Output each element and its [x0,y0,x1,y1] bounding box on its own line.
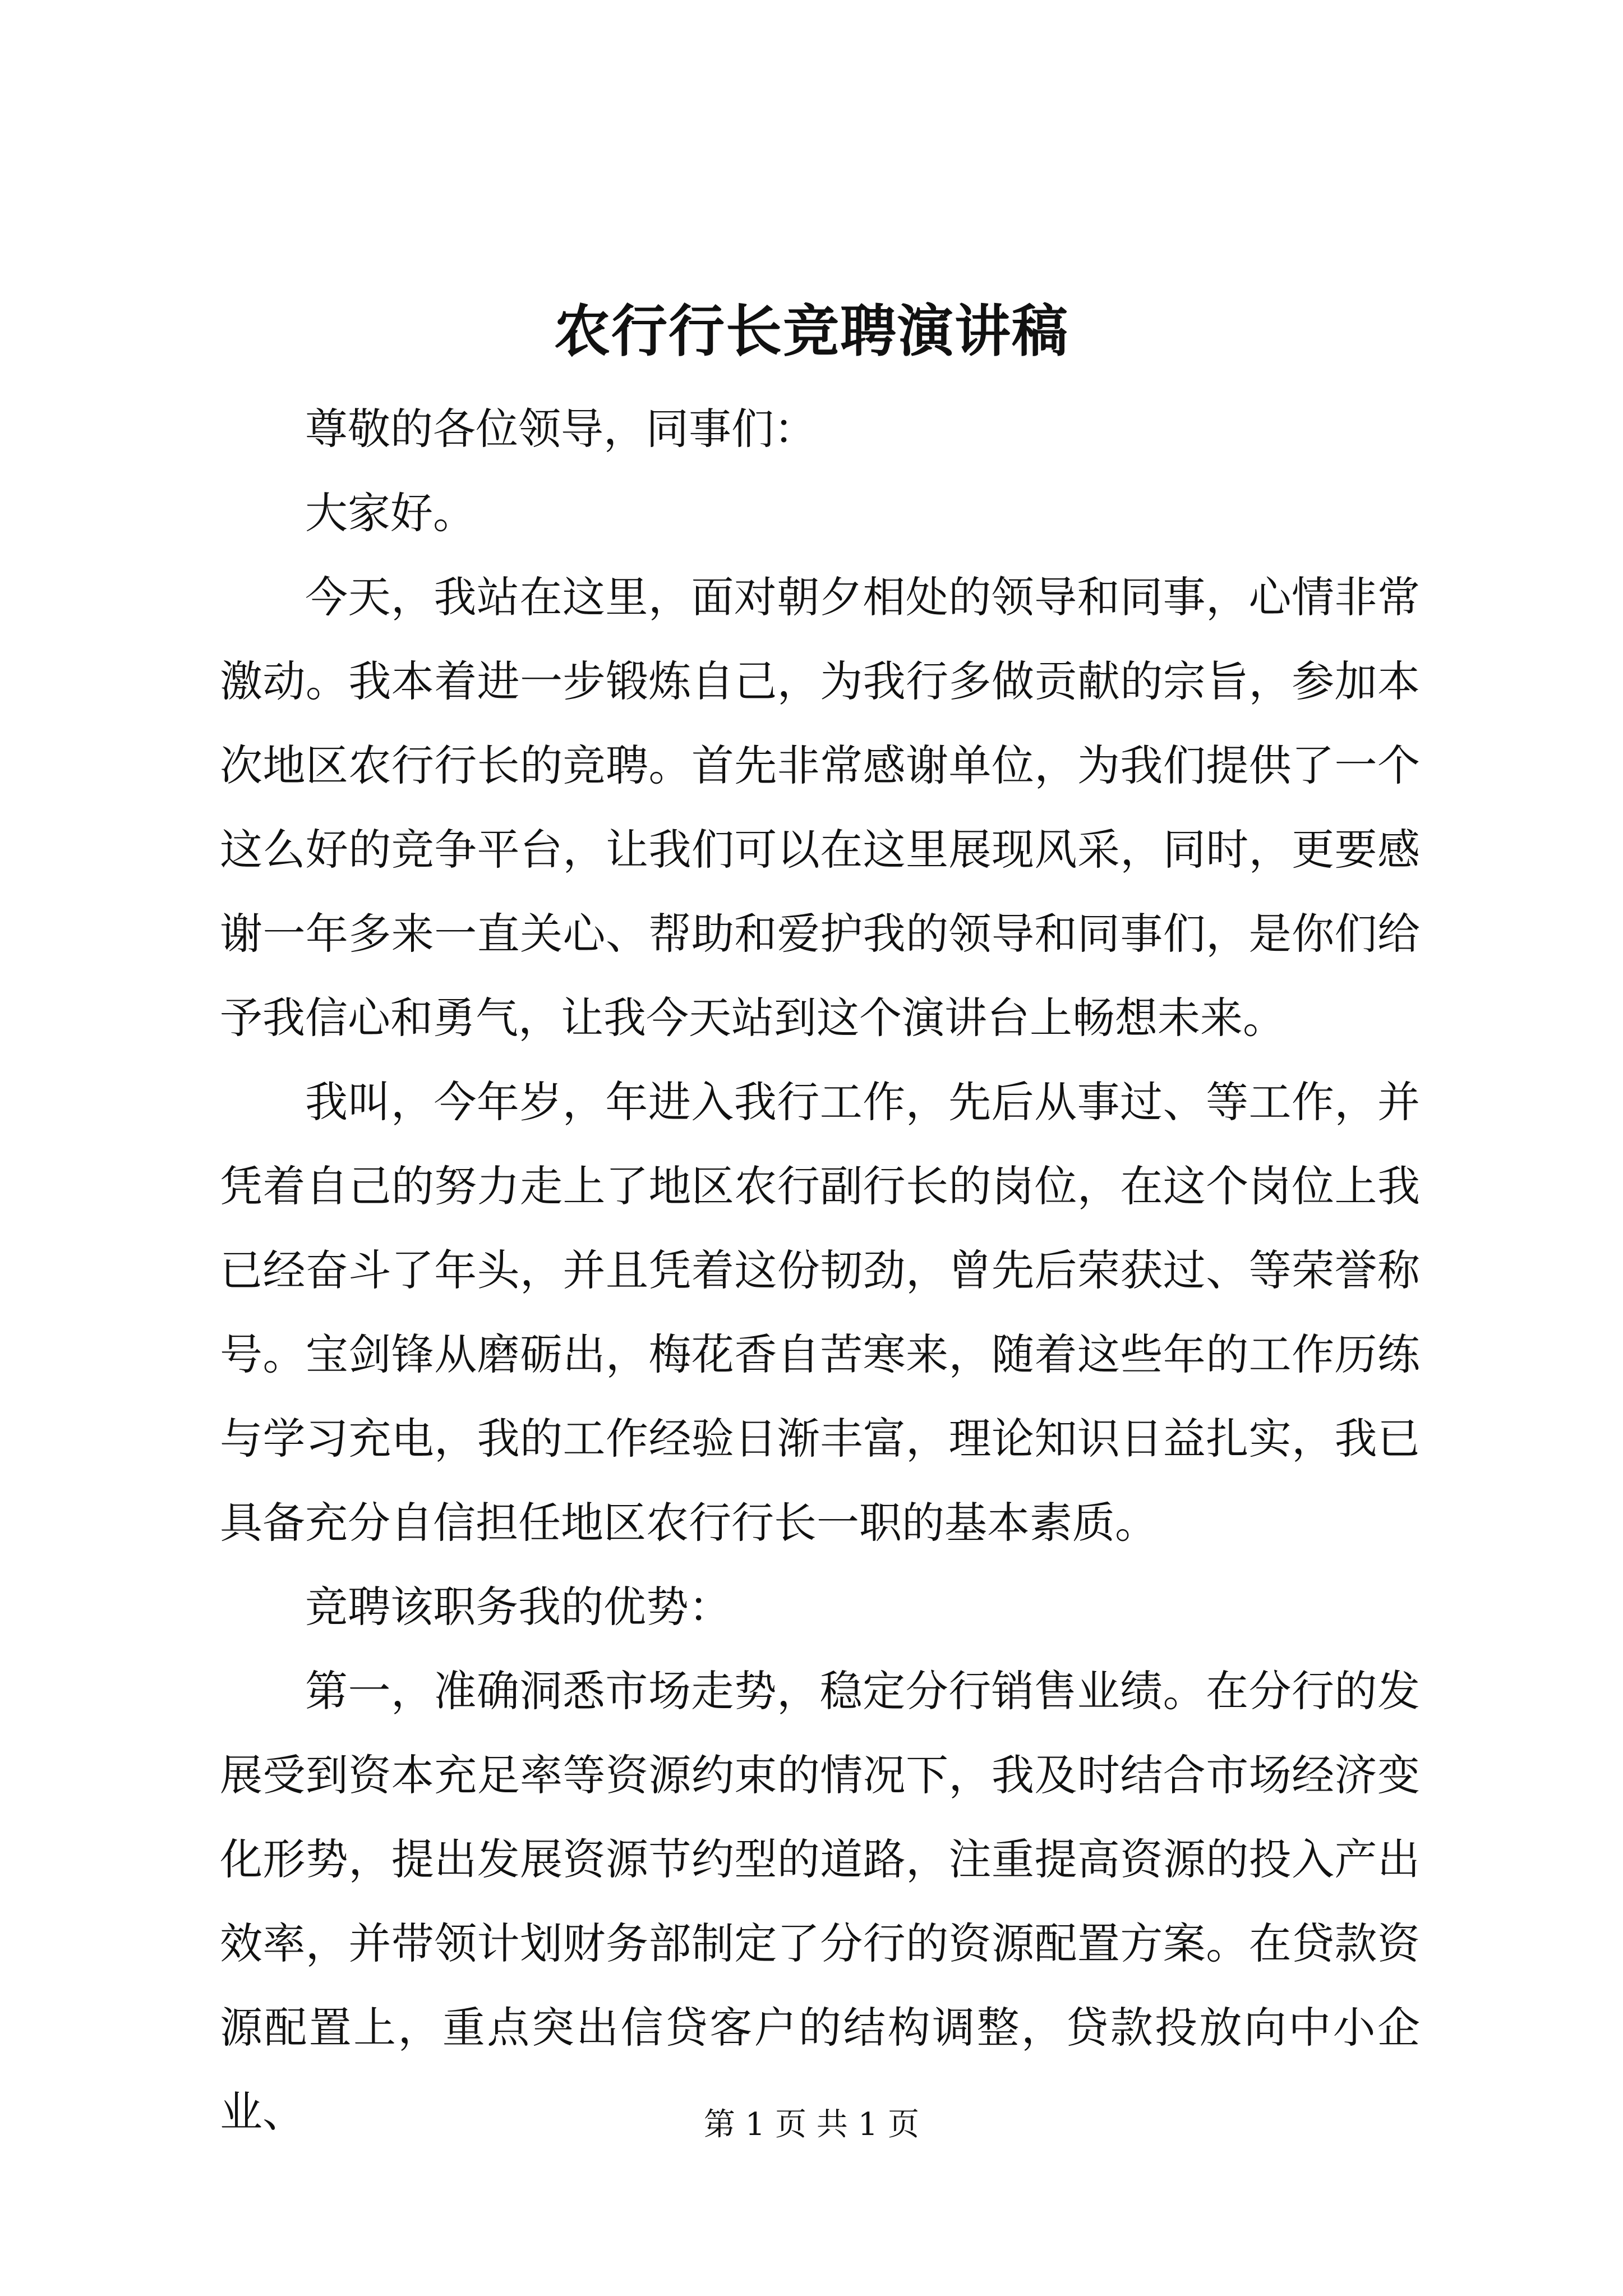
document-body [220,387,1420,2154]
body-paragraph: 我叫，今年岁，年进入我行工作，先后从事过、等工作，并凭着自己的努力走上了地区农行副行长的岗位，在这个岗位上我已经奋斗了年头，并且凭着这份韧劲，曾先后荣获过、等荣誉称号。宝剑锋从磨砺出，梅花香自苦寒来，随着这些年的工作历练与学习充电，我的工作经验日渐丰富，理论知识日益扎实，我已具备充分自信担任地区农行行长一职的基本素质。 [220,1077,1420,1548]
greeting-paragraph: 大家好。 [305,488,476,538]
page-footer: 第 1 页 共 1 页 [703,2106,920,2143]
document-title: 农行行长竞聘演讲稿 [554,298,1069,364]
salutation-paragraph: 尊敬的各位领导，同事们： [305,404,817,454]
body-paragraph: 第一，准确洞悉市场走势，稳定分行销售业绩。在分行的发展受到资本充足率等资源约束的情况下，我及时结合市场经济变化形势，提出发展资源节约型的道路，注重提高资源的投入产出效率，并带领计划财务部制定了分行的资源配置方案。在贷款资源配置上，重点突出信贷客户的结构调整，贷款投放向中小企业、 [220,1666,1420,2137]
body-paragraph: 竞聘该职务我的优势： [305,1582,731,1632]
body-paragraph: 今天，我站在这里，面对朝夕相处的领导和同事，心情非常激动。我本着进一步锻炼自己，为我行多做贡献的宗旨，参加本次地区农行行长的竞聘。首先非常感谢单位，为我们提供了一个这么好的竞争平台，让我们可以在这里展现风采，同时，更要感谢一年多来一直关心、帮助和爱护我的领导和同事们，是你们给予我信心和勇气，让我今天站到这个演讲台上畅想未来。 [220,572,1420,1043]
